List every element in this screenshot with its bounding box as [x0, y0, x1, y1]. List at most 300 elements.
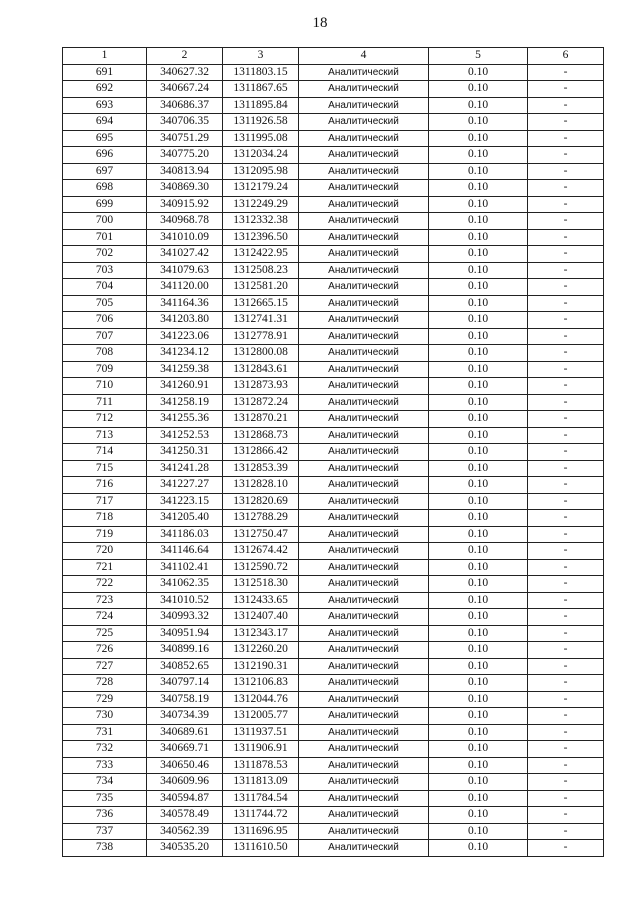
- y-coordinate-cell: 1312005.77: [223, 708, 299, 725]
- point-number-cell: 698: [63, 180, 147, 197]
- table-row: [63, 691, 604, 708]
- x-coordinate-cell: 340899.16: [147, 642, 223, 659]
- point-number-cell: 697: [63, 163, 147, 180]
- note-cell: -: [528, 559, 604, 576]
- point-number-cell: 736: [63, 807, 147, 824]
- method-cell: Аналитический: [299, 345, 429, 362]
- note-cell: -: [528, 592, 604, 609]
- point-number-cell: 728: [63, 675, 147, 692]
- method-cell: Аналитический: [299, 196, 429, 213]
- table-row: [63, 163, 604, 180]
- y-coordinate-cell: 1312343.17: [223, 625, 299, 642]
- note-cell: -: [528, 328, 604, 345]
- note-cell: -: [528, 724, 604, 741]
- table-row: [63, 130, 604, 147]
- y-coordinate-cell: 1312674.42: [223, 543, 299, 560]
- table-body: [63, 64, 604, 856]
- accuracy-cell: 0.10: [429, 427, 528, 444]
- table-row: [63, 477, 604, 494]
- x-coordinate-cell: 340627.32: [147, 64, 223, 81]
- note-cell: -: [528, 81, 604, 98]
- x-coordinate-cell: 341203.80: [147, 312, 223, 329]
- x-coordinate-cell: 341079.63: [147, 262, 223, 279]
- point-number-cell: 738: [63, 840, 147, 857]
- point-number-cell: 714: [63, 444, 147, 461]
- accuracy-cell: 0.10: [429, 576, 528, 593]
- x-coordinate-cell: 340758.19: [147, 691, 223, 708]
- y-coordinate-cell: 1312741.31: [223, 312, 299, 329]
- accuracy-cell: 0.10: [429, 64, 528, 81]
- note-cell: -: [528, 130, 604, 147]
- y-coordinate-cell: 1312095.98: [223, 163, 299, 180]
- note-cell: -: [528, 642, 604, 659]
- method-cell: Аналитический: [299, 394, 429, 411]
- table-row: [63, 460, 604, 477]
- x-coordinate-cell: 341258.19: [147, 394, 223, 411]
- accuracy-cell: 0.10: [429, 658, 528, 675]
- accuracy-cell: 0.10: [429, 774, 528, 791]
- point-number-cell: 694: [63, 114, 147, 131]
- note-cell: -: [528, 807, 604, 824]
- table-row: [63, 394, 604, 411]
- note-cell: -: [528, 477, 604, 494]
- accuracy-cell: 0.10: [429, 196, 528, 213]
- y-coordinate-cell: 1311937.51: [223, 724, 299, 741]
- x-coordinate-cell: 340797.14: [147, 675, 223, 692]
- point-number-cell: 709: [63, 361, 147, 378]
- table-row: [63, 180, 604, 197]
- accuracy-cell: 0.10: [429, 163, 528, 180]
- table-row: [63, 642, 604, 659]
- method-cell: Аналитический: [299, 592, 429, 609]
- method-cell: Аналитический: [299, 147, 429, 164]
- table-row: [63, 675, 604, 692]
- x-coordinate-cell: 340852.65: [147, 658, 223, 675]
- y-coordinate-cell: 1312853.39: [223, 460, 299, 477]
- accuracy-cell: 0.10: [429, 675, 528, 692]
- point-number-cell: 718: [63, 510, 147, 527]
- table-row: [63, 576, 604, 593]
- method-cell: Аналитический: [299, 328, 429, 345]
- y-coordinate-cell: 1312820.69: [223, 493, 299, 510]
- accuracy-cell: 0.10: [429, 411, 528, 428]
- column-header-2: 2: [147, 48, 223, 65]
- table-row: [63, 229, 604, 246]
- x-coordinate-cell: 340594.87: [147, 790, 223, 807]
- x-coordinate-cell: 340689.61: [147, 724, 223, 741]
- x-coordinate-cell: 340609.96: [147, 774, 223, 791]
- method-cell: Аналитический: [299, 460, 429, 477]
- note-cell: -: [528, 411, 604, 428]
- y-coordinate-cell: 1311696.95: [223, 823, 299, 840]
- point-number-cell: 691: [63, 64, 147, 81]
- note-cell: -: [528, 114, 604, 131]
- table-row: [63, 823, 604, 840]
- x-coordinate-cell: 340951.94: [147, 625, 223, 642]
- method-cell: Аналитический: [299, 724, 429, 741]
- method-cell: Аналитический: [299, 213, 429, 230]
- accuracy-cell: 0.10: [429, 147, 528, 164]
- note-cell: -: [528, 262, 604, 279]
- point-number-cell: 720: [63, 543, 147, 560]
- column-header-4: 4: [299, 48, 429, 65]
- x-coordinate-cell: 341164.36: [147, 295, 223, 312]
- note-cell: -: [528, 394, 604, 411]
- point-number-cell: 699: [63, 196, 147, 213]
- point-number-cell: 702: [63, 246, 147, 263]
- x-coordinate-cell: 341250.31: [147, 444, 223, 461]
- x-coordinate-cell: 341259.38: [147, 361, 223, 378]
- point-number-cell: 731: [63, 724, 147, 741]
- accuracy-cell: 0.10: [429, 543, 528, 560]
- table-row: [63, 757, 604, 774]
- y-coordinate-cell: 1312508.23: [223, 262, 299, 279]
- table-row: [63, 807, 604, 824]
- table-row: [63, 246, 604, 263]
- table-row: [63, 510, 604, 527]
- point-number-cell: 696: [63, 147, 147, 164]
- y-coordinate-cell: 1312872.24: [223, 394, 299, 411]
- y-coordinate-cell: 1311803.15: [223, 64, 299, 81]
- table-row: [63, 609, 604, 626]
- accuracy-cell: 0.10: [429, 526, 528, 543]
- method-cell: Аналитический: [299, 691, 429, 708]
- accuracy-cell: 0.10: [429, 246, 528, 263]
- y-coordinate-cell: 1312665.15: [223, 295, 299, 312]
- note-cell: -: [528, 229, 604, 246]
- table-row: [63, 97, 604, 114]
- point-number-cell: 735: [63, 790, 147, 807]
- point-number-cell: 715: [63, 460, 147, 477]
- accuracy-cell: 0.10: [429, 642, 528, 659]
- accuracy-cell: 0.10: [429, 394, 528, 411]
- x-coordinate-cell: 340734.39: [147, 708, 223, 725]
- y-coordinate-cell: 1312518.30: [223, 576, 299, 593]
- table-row: [63, 724, 604, 741]
- y-coordinate-cell: 1311995.08: [223, 130, 299, 147]
- x-coordinate-cell: 341010.09: [147, 229, 223, 246]
- y-coordinate-cell: 1312179.24: [223, 180, 299, 197]
- x-coordinate-cell: 340751.29: [147, 130, 223, 147]
- table-header-row: [63, 48, 604, 65]
- y-coordinate-cell: 1312407.40: [223, 609, 299, 626]
- column-header-1: 1: [63, 48, 147, 65]
- table-row: [63, 361, 604, 378]
- point-number-cell: 719: [63, 526, 147, 543]
- x-coordinate-cell: 340915.92: [147, 196, 223, 213]
- accuracy-cell: 0.10: [429, 180, 528, 197]
- note-cell: -: [528, 840, 604, 857]
- note-cell: -: [528, 543, 604, 560]
- table-row: [63, 295, 604, 312]
- y-coordinate-cell: 1312422.95: [223, 246, 299, 263]
- y-coordinate-cell: 1311878.53: [223, 757, 299, 774]
- x-coordinate-cell: 340667.24: [147, 81, 223, 98]
- note-cell: -: [528, 147, 604, 164]
- method-cell: Аналитический: [299, 180, 429, 197]
- coordinates-table: [62, 47, 604, 857]
- x-coordinate-cell: 340562.39: [147, 823, 223, 840]
- x-coordinate-cell: 341120.00: [147, 279, 223, 296]
- method-cell: Аналитический: [299, 279, 429, 296]
- point-number-cell: 712: [63, 411, 147, 428]
- accuracy-cell: 0.10: [429, 625, 528, 642]
- note-cell: -: [528, 295, 604, 312]
- x-coordinate-cell: 340775.20: [147, 147, 223, 164]
- table-row: [63, 213, 604, 230]
- point-number-cell: 707: [63, 328, 147, 345]
- table-row: [63, 840, 604, 857]
- method-cell: Аналитический: [299, 510, 429, 527]
- y-coordinate-cell: 1312044.76: [223, 691, 299, 708]
- method-cell: Аналитический: [299, 823, 429, 840]
- table-row: [63, 196, 604, 213]
- x-coordinate-cell: 341252.53: [147, 427, 223, 444]
- table-row: [63, 378, 604, 395]
- point-number-cell: 710: [63, 378, 147, 395]
- accuracy-cell: 0.10: [429, 279, 528, 296]
- method-cell: Аналитический: [299, 163, 429, 180]
- method-cell: Аналитический: [299, 81, 429, 98]
- x-coordinate-cell: 341223.06: [147, 328, 223, 345]
- point-number-cell: 737: [63, 823, 147, 840]
- point-number-cell: 733: [63, 757, 147, 774]
- note-cell: -: [528, 213, 604, 230]
- method-cell: Аналитический: [299, 130, 429, 147]
- table-row: [63, 279, 604, 296]
- table-row: [63, 526, 604, 543]
- y-coordinate-cell: 1312866.42: [223, 444, 299, 461]
- note-cell: -: [528, 64, 604, 81]
- column-header-6: 6: [528, 48, 604, 65]
- method-cell: Аналитический: [299, 543, 429, 560]
- y-coordinate-cell: 1312332.38: [223, 213, 299, 230]
- method-cell: Аналитический: [299, 576, 429, 593]
- accuracy-cell: 0.10: [429, 378, 528, 395]
- method-cell: Аналитический: [299, 427, 429, 444]
- y-coordinate-cell: 1311926.58: [223, 114, 299, 131]
- method-cell: Аналитический: [299, 658, 429, 675]
- method-cell: Аналитический: [299, 526, 429, 543]
- method-cell: Аналитический: [299, 559, 429, 576]
- accuracy-cell: 0.10: [429, 361, 528, 378]
- y-coordinate-cell: 1312870.21: [223, 411, 299, 428]
- method-cell: Аналитический: [299, 642, 429, 659]
- method-cell: Аналитический: [299, 97, 429, 114]
- note-cell: -: [528, 246, 604, 263]
- y-coordinate-cell: 1312433.65: [223, 592, 299, 609]
- note-cell: -: [528, 757, 604, 774]
- point-number-cell: 693: [63, 97, 147, 114]
- method-cell: Аналитический: [299, 493, 429, 510]
- note-cell: -: [528, 345, 604, 362]
- method-cell: Аналитический: [299, 741, 429, 758]
- table-row: [63, 328, 604, 345]
- x-coordinate-cell: 340650.46: [147, 757, 223, 774]
- method-cell: Аналитический: [299, 411, 429, 428]
- x-coordinate-cell: 341260.91: [147, 378, 223, 395]
- accuracy-cell: 0.10: [429, 741, 528, 758]
- table-row: [63, 708, 604, 725]
- x-coordinate-cell: 340669.71: [147, 741, 223, 758]
- x-coordinate-cell: 341255.36: [147, 411, 223, 428]
- point-number-cell: 708: [63, 345, 147, 362]
- note-cell: -: [528, 312, 604, 329]
- note-cell: -: [528, 510, 604, 527]
- note-cell: -: [528, 180, 604, 197]
- note-cell: -: [528, 163, 604, 180]
- x-coordinate-cell: 341102.41: [147, 559, 223, 576]
- method-cell: Аналитический: [299, 114, 429, 131]
- point-number-cell: 729: [63, 691, 147, 708]
- accuracy-cell: 0.10: [429, 213, 528, 230]
- note-cell: -: [528, 444, 604, 461]
- method-cell: Аналитический: [299, 675, 429, 692]
- accuracy-cell: 0.10: [429, 609, 528, 626]
- column-header-3: 3: [223, 48, 299, 65]
- y-coordinate-cell: 1312828.10: [223, 477, 299, 494]
- table-row: [63, 345, 604, 362]
- table-row: [63, 592, 604, 609]
- y-coordinate-cell: 1312581.20: [223, 279, 299, 296]
- table-row: [63, 790, 604, 807]
- note-cell: -: [528, 361, 604, 378]
- point-number-cell: 703: [63, 262, 147, 279]
- y-coordinate-cell: 1311867.65: [223, 81, 299, 98]
- y-coordinate-cell: 1312788.29: [223, 510, 299, 527]
- method-cell: Аналитический: [299, 378, 429, 395]
- x-coordinate-cell: 341027.42: [147, 246, 223, 263]
- point-number-cell: 704: [63, 279, 147, 296]
- accuracy-cell: 0.10: [429, 790, 528, 807]
- method-cell: Аналитический: [299, 625, 429, 642]
- accuracy-cell: 0.10: [429, 295, 528, 312]
- point-number-cell: 701: [63, 229, 147, 246]
- point-number-cell: 732: [63, 741, 147, 758]
- method-cell: Аналитический: [299, 262, 429, 279]
- x-coordinate-cell: 340686.37: [147, 97, 223, 114]
- y-coordinate-cell: 1311784.54: [223, 790, 299, 807]
- point-number-cell: 726: [63, 642, 147, 659]
- y-coordinate-cell: 1311610.50: [223, 840, 299, 857]
- accuracy-cell: 0.10: [429, 510, 528, 527]
- y-coordinate-cell: 1312190.31: [223, 658, 299, 675]
- table-row: [63, 262, 604, 279]
- x-coordinate-cell: 341010.52: [147, 592, 223, 609]
- table-row: [63, 147, 604, 164]
- y-coordinate-cell: 1311906.91: [223, 741, 299, 758]
- y-coordinate-cell: 1311895.84: [223, 97, 299, 114]
- x-coordinate-cell: 341186.03: [147, 526, 223, 543]
- x-coordinate-cell: 340869.30: [147, 180, 223, 197]
- accuracy-cell: 0.10: [429, 708, 528, 725]
- x-coordinate-cell: 340968.78: [147, 213, 223, 230]
- method-cell: Аналитический: [299, 361, 429, 378]
- y-coordinate-cell: 1312750.47: [223, 526, 299, 543]
- method-cell: Аналитический: [299, 312, 429, 329]
- table-row: [63, 444, 604, 461]
- point-number-cell: 727: [63, 658, 147, 675]
- accuracy-cell: 0.10: [429, 493, 528, 510]
- method-cell: Аналитический: [299, 609, 429, 626]
- note-cell: -: [528, 790, 604, 807]
- note-cell: -: [528, 196, 604, 213]
- accuracy-cell: 0.10: [429, 691, 528, 708]
- accuracy-cell: 0.10: [429, 757, 528, 774]
- table-row: [63, 81, 604, 98]
- accuracy-cell: 0.10: [429, 114, 528, 131]
- table-row: [63, 64, 604, 81]
- point-number-cell: 717: [63, 493, 147, 510]
- x-coordinate-cell: 341146.64: [147, 543, 223, 560]
- method-cell: Аналитический: [299, 64, 429, 81]
- note-cell: -: [528, 526, 604, 543]
- point-number-cell: 722: [63, 576, 147, 593]
- x-coordinate-cell: 340993.32: [147, 609, 223, 626]
- method-cell: Аналитический: [299, 246, 429, 263]
- accuracy-cell: 0.10: [429, 328, 528, 345]
- x-coordinate-cell: 341062.35: [147, 576, 223, 593]
- accuracy-cell: 0.10: [429, 345, 528, 362]
- accuracy-cell: 0.10: [429, 477, 528, 494]
- point-number-cell: 700: [63, 213, 147, 230]
- x-coordinate-cell: 340706.35: [147, 114, 223, 131]
- y-coordinate-cell: 1312396.50: [223, 229, 299, 246]
- accuracy-cell: 0.10: [429, 81, 528, 98]
- note-cell: -: [528, 823, 604, 840]
- note-cell: -: [528, 97, 604, 114]
- accuracy-cell: 0.10: [429, 312, 528, 329]
- point-number-cell: 734: [63, 774, 147, 791]
- accuracy-cell: 0.10: [429, 130, 528, 147]
- point-number-cell: 721: [63, 559, 147, 576]
- x-coordinate-cell: 341227.27: [147, 477, 223, 494]
- y-coordinate-cell: 1312249.29: [223, 196, 299, 213]
- point-number-cell: 692: [63, 81, 147, 98]
- point-number-cell: 724: [63, 609, 147, 626]
- x-coordinate-cell: 340535.20: [147, 840, 223, 857]
- note-cell: -: [528, 493, 604, 510]
- note-cell: -: [528, 576, 604, 593]
- table-row: [63, 312, 604, 329]
- accuracy-cell: 0.10: [429, 229, 528, 246]
- y-coordinate-cell: 1312873.93: [223, 378, 299, 395]
- y-coordinate-cell: 1312868.73: [223, 427, 299, 444]
- note-cell: -: [528, 774, 604, 791]
- table-row: [63, 427, 604, 444]
- y-coordinate-cell: 1311744.72: [223, 807, 299, 824]
- x-coordinate-cell: 341241.28: [147, 460, 223, 477]
- table-row: [63, 625, 604, 642]
- point-number-cell: 705: [63, 295, 147, 312]
- note-cell: -: [528, 691, 604, 708]
- accuracy-cell: 0.10: [429, 460, 528, 477]
- note-cell: -: [528, 675, 604, 692]
- accuracy-cell: 0.10: [429, 262, 528, 279]
- method-cell: Аналитический: [299, 295, 429, 312]
- table-row: [63, 658, 604, 675]
- method-cell: Аналитический: [299, 444, 429, 461]
- method-cell: Аналитический: [299, 708, 429, 725]
- x-coordinate-cell: 340813.94: [147, 163, 223, 180]
- point-number-cell: 713: [63, 427, 147, 444]
- note-cell: -: [528, 658, 604, 675]
- x-coordinate-cell: 341205.40: [147, 510, 223, 527]
- accuracy-cell: 0.10: [429, 592, 528, 609]
- method-cell: Аналитический: [299, 840, 429, 857]
- table-row: [63, 411, 604, 428]
- point-number-cell: 706: [63, 312, 147, 329]
